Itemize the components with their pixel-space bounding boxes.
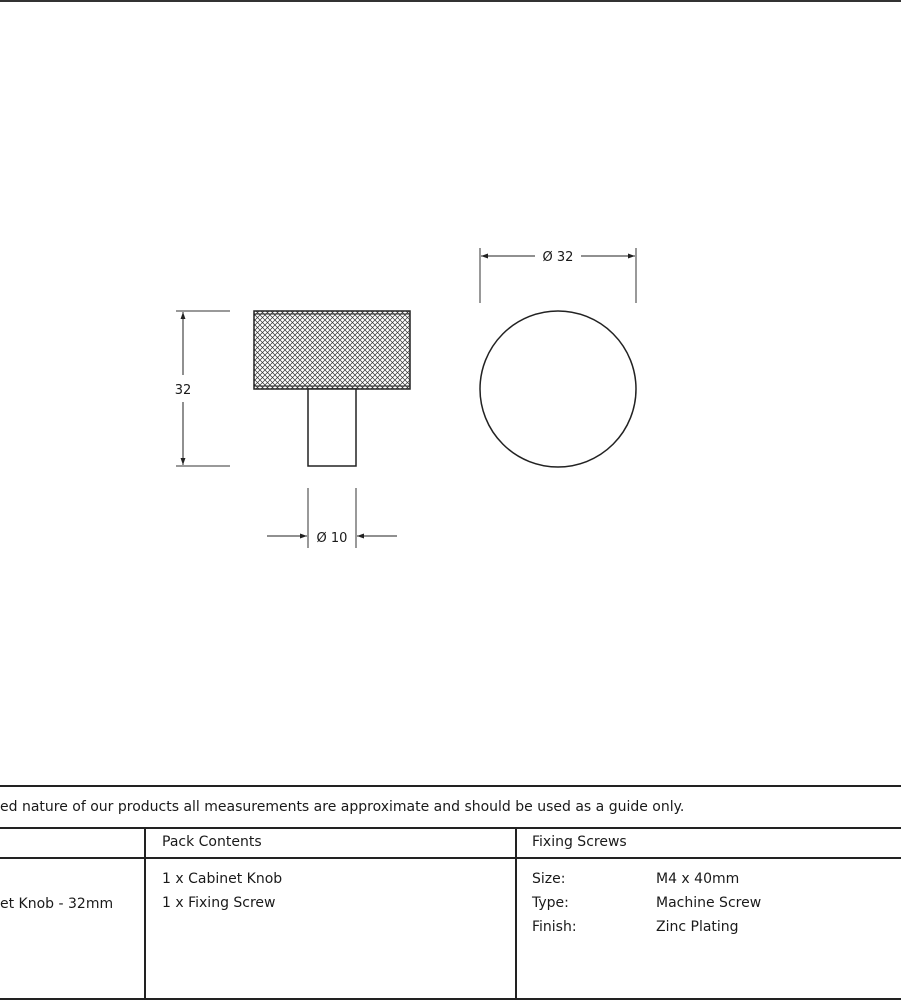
disclaimer-text: ed nature of our products all measurements are approximate and should be used as a guide only. xyxy=(0,799,685,815)
face-diameter-label: Ø 32 xyxy=(542,250,574,265)
pack-item: 1 x Fixing Screw xyxy=(162,895,276,911)
knurled-head xyxy=(254,311,410,389)
column-header-fixing-screws: Fixing Screws xyxy=(532,834,627,850)
knob-top-view xyxy=(480,311,636,467)
spindle-diameter-dimension xyxy=(267,488,397,548)
screw-finish-value: Zinc Plating xyxy=(656,919,739,935)
pack-item: 1 x Cabinet Knob xyxy=(162,871,283,887)
screw-size-value: M4 x 40mm xyxy=(656,871,740,887)
screw-finish-label: Finish: xyxy=(532,919,577,935)
table-top-border xyxy=(0,785,901,787)
height-dimension xyxy=(175,311,230,466)
column-divider xyxy=(144,827,146,1000)
screw-type-label: Type: xyxy=(532,895,569,911)
screw-size-label: Size: xyxy=(532,871,566,887)
spindle xyxy=(308,389,356,466)
knob-side-view xyxy=(254,311,410,466)
face-diameter-dimension xyxy=(480,248,636,303)
column-header-pack-contents: Pack Contents xyxy=(162,834,262,850)
height-label: 32 xyxy=(174,383,192,398)
table-bottom-border xyxy=(0,998,901,1000)
column-divider xyxy=(515,827,517,1000)
header-top-border xyxy=(0,827,901,829)
header-bottom-border xyxy=(0,857,901,859)
product-name: et Knob - 32mm xyxy=(0,896,114,912)
spindle-diameter-label: Ø 10 xyxy=(316,531,348,546)
screw-type-value: Machine Screw xyxy=(656,895,762,911)
knob-face xyxy=(480,311,636,467)
product-info-table xyxy=(0,785,901,1001)
